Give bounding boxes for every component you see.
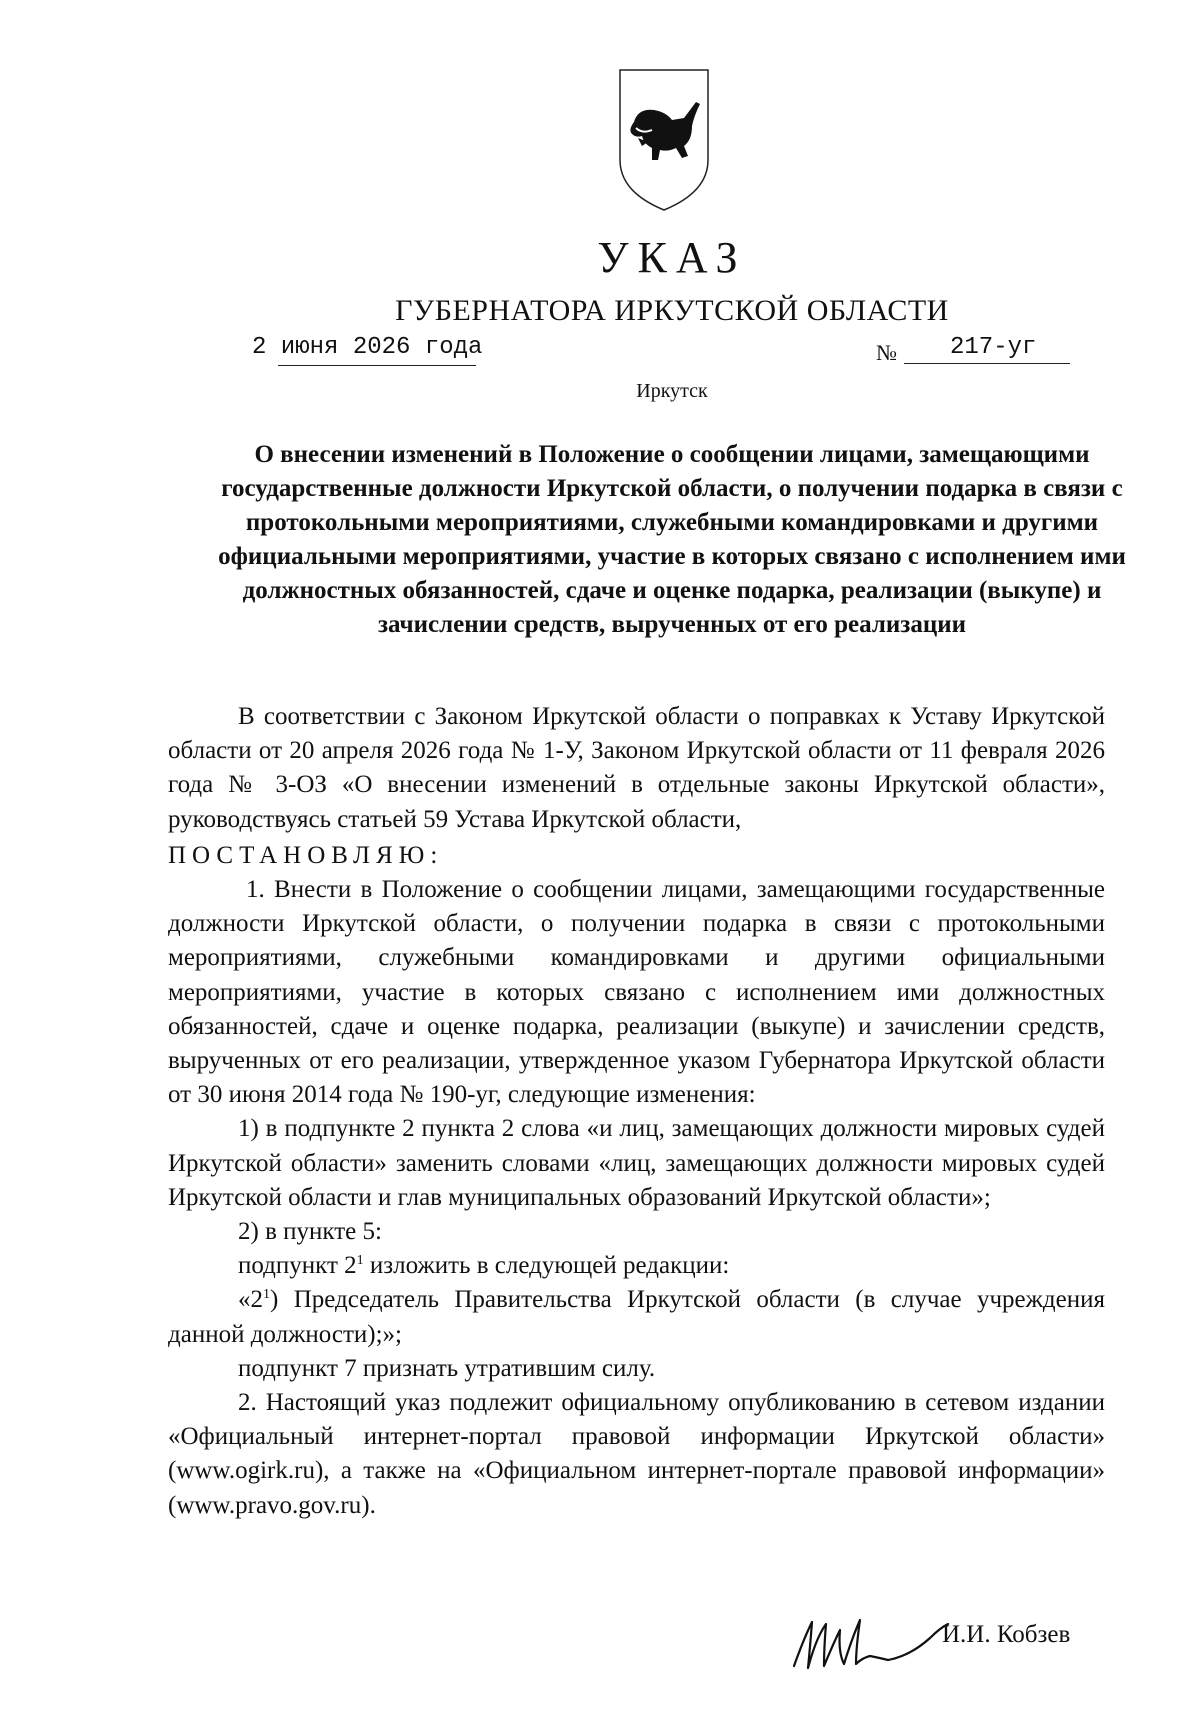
document-subtitle: ГУБЕРНАТОРА ИРКУТСКОЙ ОБЛАСТИ [395, 294, 949, 327]
clause-1-2-a-sup: 1 [356, 1253, 364, 1269]
clause-2: 2. Настоящий указ подлежит официальному опубликованию в сетевом издании «Официальный интернет-портал правовой информации Иркутской области» (www.ogirk.ru), а также на «Официальном интернет-портале правовой информации» (www.pravo.gov.ru). [168, 1389, 1105, 1519]
document-number: 217-уг [950, 334, 1037, 361]
clause-1-2-a-pre: подпункт 2 [238, 1252, 357, 1280]
signer-name: И.И. Кобзев [942, 1621, 1071, 1648]
document-city: Иркутск [636, 380, 708, 402]
clause-1: 1. Внести в Положение о сообщении лицами, замещающими государственные должности Иркутской области, о получении подарка в связи с протокольными мероприятиями, служебными командировками и другими официальными мероприятиями, участие в которых связано с исполнением ими должностных обязанностей, сдаче и оценке подарка, реализации (выкупе) и зачислении средств, вырученных от его реализации, утвержденное указом Губернатора Иркутской области от 30 июня 2014 года № 190-уг, следующие изменения: [168, 876, 1105, 1109]
date-underline [278, 365, 476, 366]
clause-1-2-c: подпункт 7 признать утратившим силу. [238, 1354, 656, 1382]
clause-1-2: 2) в пункте 5: [238, 1218, 382, 1246]
resolution-title: О внесении изменений в Положение о сообщении лицами, замещающими государственные должности Иркутской области, о получении подарка в связи с протокольными мероприятиями, служебными командировками и другими официальными мероприятиями, участие в которых связано с исполнением ими должностных обязанностей, сдаче и оценке подарка, реализации (выкупе) и зачислении средств, вырученных от его реализации [218, 441, 1126, 638]
clause-1-1: 1) в подпункте 2 пункта 2 слова «и лиц, замещающих должности мировых судей Иркутской области» заменить словами «лиц, замещающих должности мировых судей Иркутской области и глав муниципальных образований Иркутской области»; [168, 1115, 1105, 1211]
document-body [168, 700, 1105, 1523]
clause-1-2-b [168, 1283, 1105, 1351]
number-sign: № [876, 340, 897, 365]
clause-1-2-a-post: изложить в следующей редакции: [363, 1252, 730, 1280]
clause-1-2-b-pre: «2 [238, 1286, 263, 1314]
clause-1-2-b-sup: 1 [263, 1287, 270, 1303]
clause-1-2-a [168, 1249, 1105, 1283]
decree-word: ПОСТАНОВЛЯЮ: [168, 841, 444, 869]
clause-1-2-b-post: ) Председатель Правительства Иркутской области (в случае учреждения данной должности);»; [168, 1286, 1105, 1348]
document-date: 2 июня 2026 года [252, 334, 483, 361]
coat-of-arms-icon [612, 64, 716, 214]
preamble: В соответствии с Законом Иркутской области о поправках к Уставу Иркутской области от 20 апреля 2026 года № 1-У, Законом Иркутской области от 11 февраля 2026 года № 3-ОЗ «О внесении изменений в отдельные законы Иркутской области», руководствуясь статьей 59 Устава Иркутской области, [168, 703, 1105, 833]
number-underline [904, 363, 1070, 364]
document-title: УКАЗ [597, 233, 747, 282]
